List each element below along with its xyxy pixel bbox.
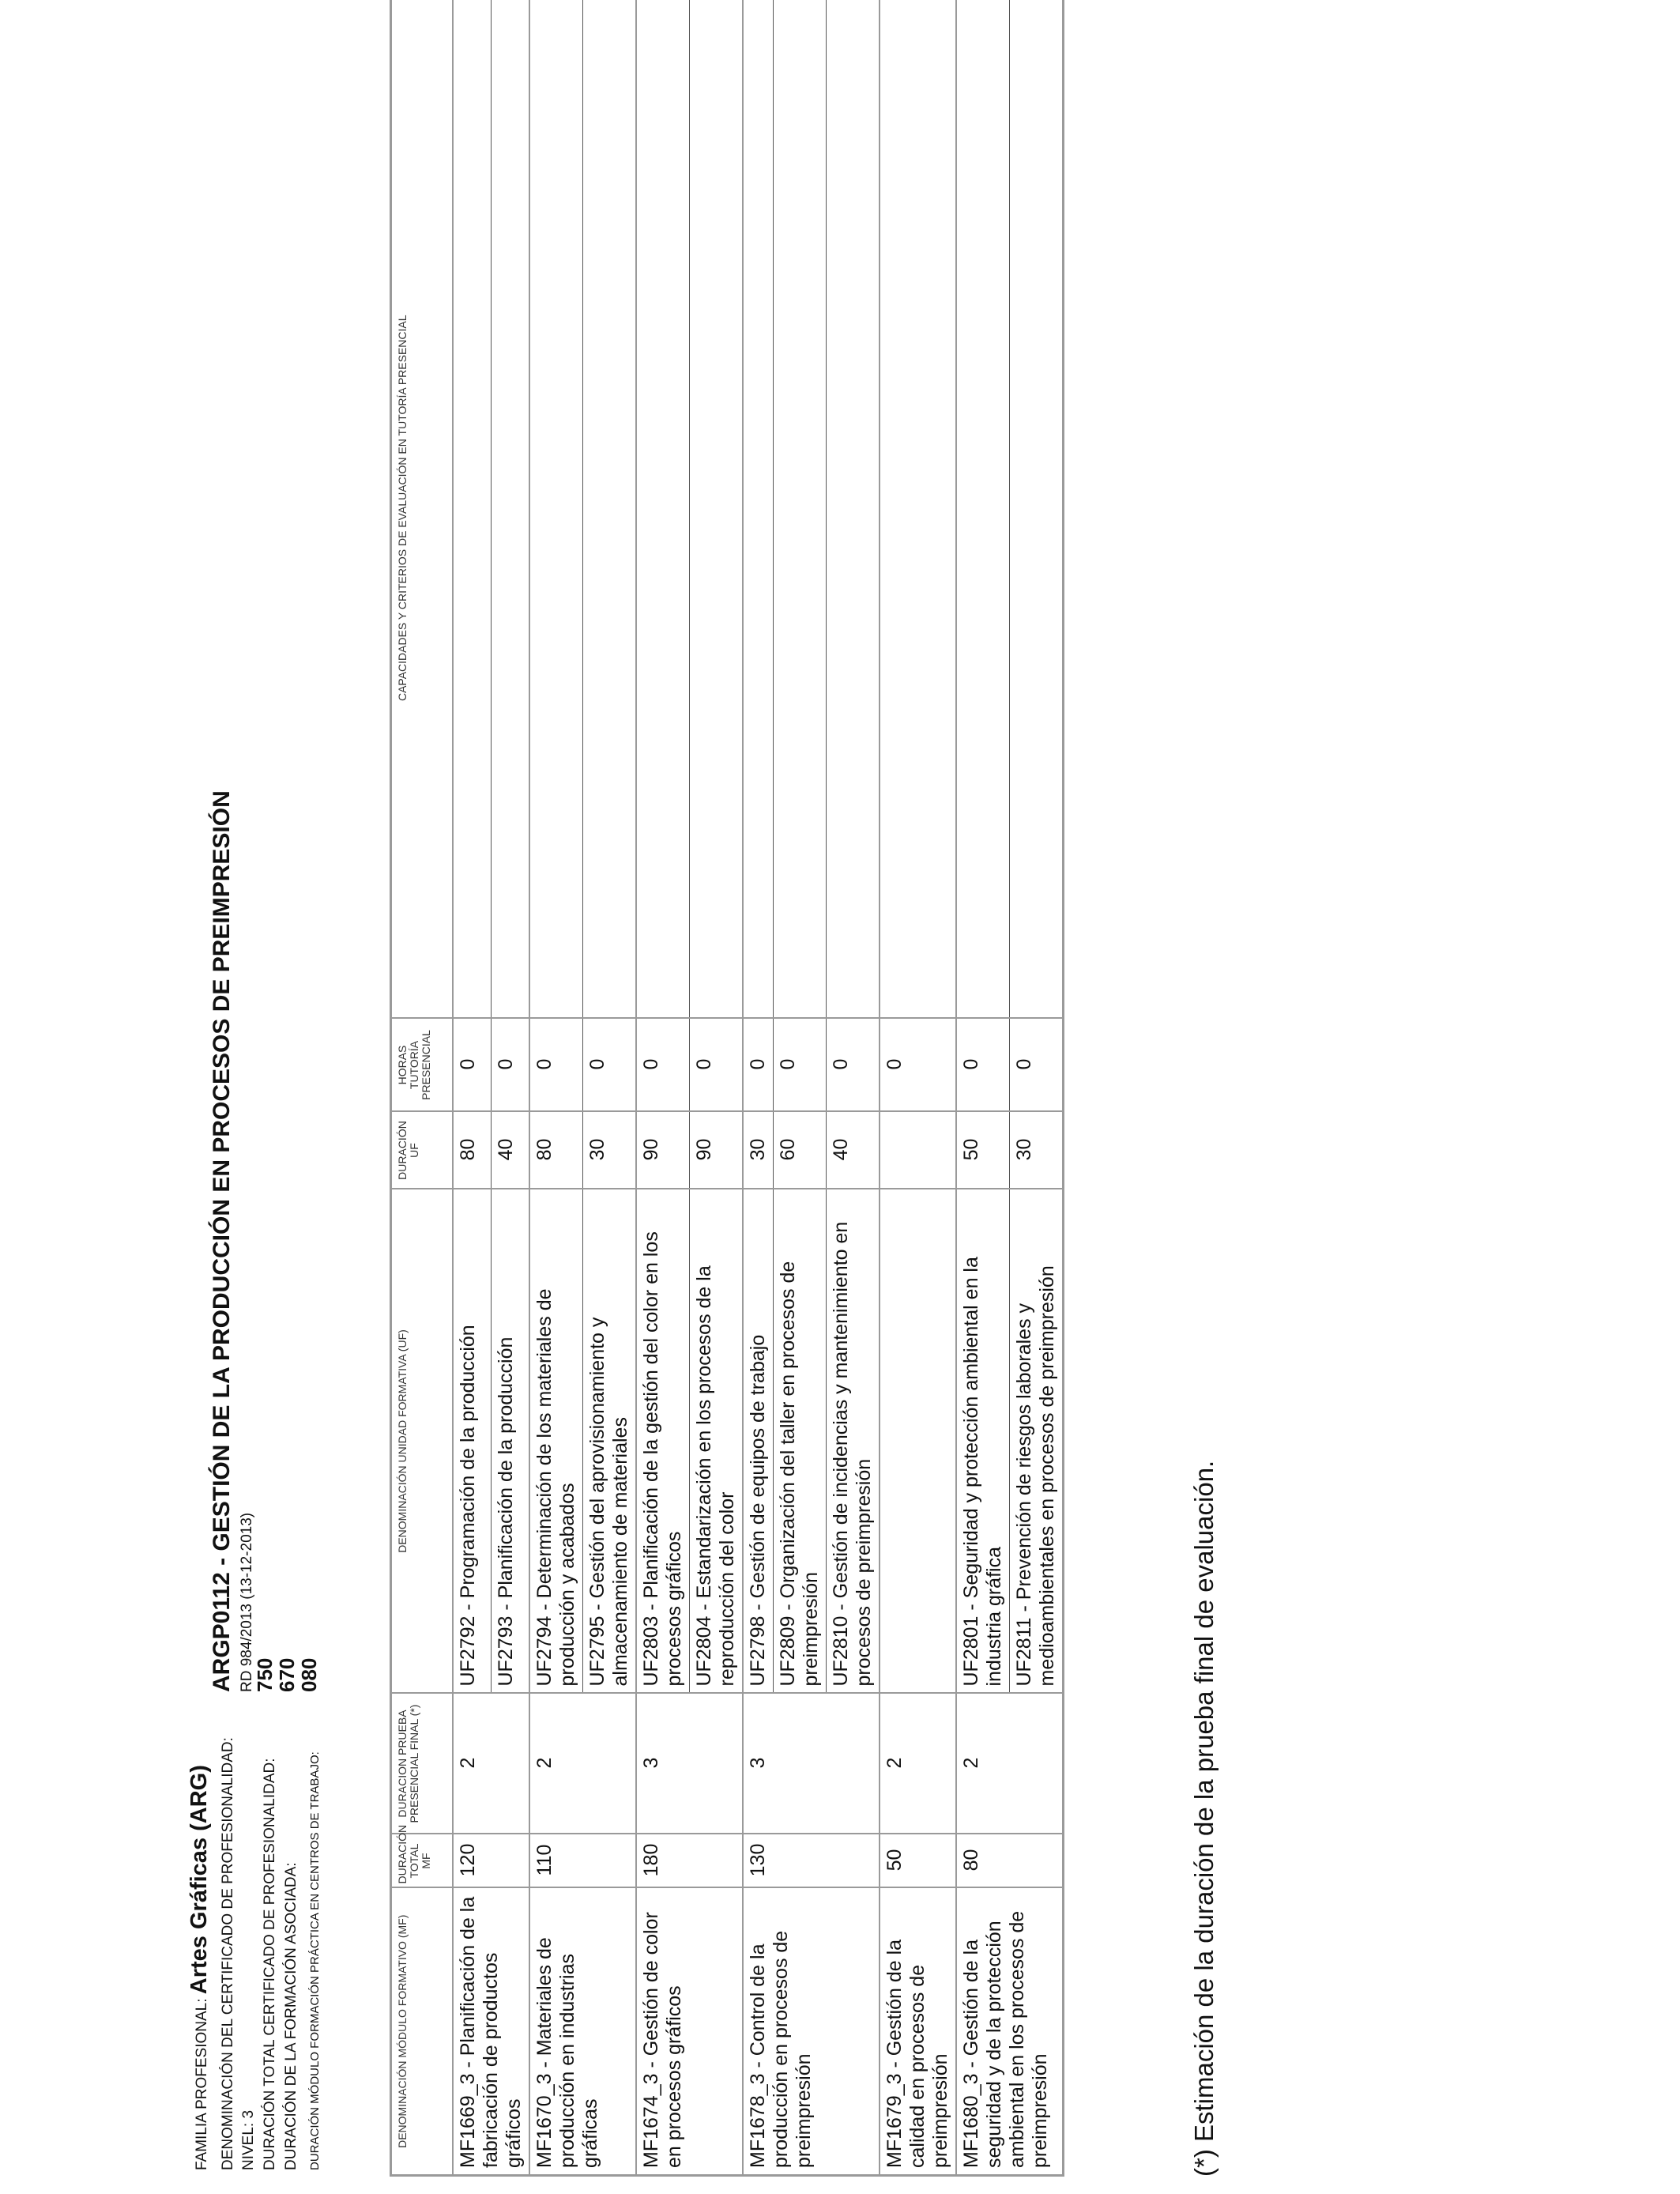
capacidades-cell [492,0,530,1019]
tutoria-hours-cell: 0 [880,1019,956,1112]
mf-name-cell: MF1674_3 - Gestión de color en procesos gráficos [636,1888,743,2176]
capacidades-cell [636,0,690,1019]
dur-total-value: 750 [253,1657,277,1692]
col-header-prueba: DURACION PRUEBA PRESENCIAL FINAL (*) [391,1694,454,1834]
uf-name-cell: UF2792 - Programación de la producción [453,1189,492,1694]
capacidades-cell [827,0,880,1019]
tutoria-hours-cell: 0 [636,1019,690,1112]
uf-duration-cell: 30 [743,1112,774,1189]
mf-name-cell: MF1678_3 - Control de la producción en procesos de preimpresión [743,1888,880,2176]
col-header-dur-mf: DURACIÓN TOTAL MF [391,1834,454,1888]
tutoria-hours-cell: 0 [956,1019,1010,1112]
mf-duration-cell: 180 [636,1834,743,1888]
capacidades-cell [529,0,583,1019]
uf-duration-cell: 60 [774,1112,827,1189]
uf-name-cell: UF2795 - Gestión del aprovisionamiento y almacenamiento de materiales [583,1189,637,1694]
capacidades-cell [743,0,774,1019]
uf-duration-cell: 40 [492,1112,530,1189]
table-row [956,0,1010,2176]
table-body [453,0,1064,2176]
cert-value: ARGP0112 - GESTIÓN DE LA PRODUCCIÓN EN PROCESOS DE PREIMPRESIÓN [209,790,235,1692]
table-row [880,0,956,2176]
table-header-row [391,0,454,2176]
prueba-duration-cell: 3 [636,1694,743,1834]
tutoria-hours-cell: 0 [1010,1019,1064,1112]
prueba-duration-cell: 2 [956,1694,1064,1834]
mf-duration-cell: 120 [453,1834,529,1888]
tutoria-hours-cell: 0 [583,1019,637,1112]
uf-name-cell: UF2811 - Prevención de riesgos laborales y medioambientales en procesos de preimpresión [1010,1189,1064,1694]
dur-form-value: 670 [275,1657,299,1692]
col-header-dur-uf: DURACIÓN UF [391,1112,454,1189]
footnote: (*) Estimación de la duración de la prueba final de evaluación. [1189,1460,1219,2177]
uf-name-cell: UF2804 - Estandarización en los procesos de la reproducción del color [690,1189,744,1694]
mf-duration-cell: 80 [956,1834,1064,1888]
uf-name-cell: UF2794 - Determinación de los materiales de producción y acabados [529,1189,583,1694]
prueba-duration-cell: 2 [453,1694,529,1834]
uf-name-cell: UF2810 - Gestión de incidencias y mantenimiento en procesos de preimpresión [827,1189,880,1694]
mf-duration-cell: 110 [529,1834,636,1888]
uf-duration-cell: 50 [956,1112,1010,1189]
mf-name-cell: MF1669_3 - Planificación de la fabricación de productos gráficos [453,1888,529,2176]
dur-practica-value: 080 [297,1657,321,1692]
table-row [743,0,774,2176]
capacidades-cell [583,0,637,1019]
prueba-duration-cell: 2 [529,1694,636,1834]
tutoria-hours-cell: 0 [492,1019,530,1112]
modules-table [390,0,1064,2177]
capacidades-cell [956,0,1010,1019]
dur-form-label: DURACIÓN DE LA FORMACIÓN ASOCIADA: [283,1862,299,2170]
uf-duration-cell: 80 [453,1112,492,1189]
nivel-label: NIVEL: 3 [240,2109,257,2170]
prueba-duration-cell: 3 [743,1694,880,1834]
tutoria-hours-cell: 0 [774,1019,827,1112]
rd-value: RD 984/2013 (13-12-2013) [239,1512,255,1692]
uf-duration-cell [880,1112,956,1189]
uf-duration-cell: 30 [583,1112,637,1189]
capacidades-cell [690,0,744,1019]
uf-name-cell: UF2809 - Organización del taller en procesos de preimpresión [774,1189,827,1694]
tutoria-hours-cell: 0 [827,1019,880,1112]
col-header-horas: HORAS TUTORÍA PRESENCIAL [391,1019,454,1112]
table-row [453,0,492,2176]
uf-name-cell: UF2798 - Gestión de equipos de trabajo [743,1189,774,1694]
uf-name-cell: UF2801 - Seguridad y protección ambiental en la industria gráfica [956,1189,1010,1694]
mf-name-cell: MF1679_3 - Gestión de la calidad en procesos de preimpresión [880,1888,956,2176]
mf-name-cell: MF1670_3 - Materiales de producción en industrias gráficas [529,1888,636,2176]
dur-practica-label: DURACIÓN MÓDULO FORMACIÓN PRÁCTICA EN CENTROS DE TRABAJO: [308,1751,322,2170]
table-row [636,0,690,2176]
col-header-cap: CAPACIDADES Y CRITERIOS DE EVALUACIÓN EN TUTORÍA PRESENCIAL [391,0,454,1019]
mf-name-cell: MF1680_3 - Gestión de la seguridad y de la protección ambiental en los procesos de preimpresión [956,1888,1064,2176]
uf-duration-cell: 40 [827,1112,880,1189]
prueba-duration-cell: 2 [880,1694,956,1834]
uf-duration-cell: 80 [529,1112,583,1189]
tutoria-hours-cell: 0 [690,1019,744,1112]
uf-duration-cell: 90 [690,1112,744,1189]
dur-total-label: DURACIÓN TOTAL CERTIFICADO DE PROFESIONALIDAD: [262,1758,278,2170]
col-header-uf: DENOMINACIÓN UNIDAD FORMATIVA (UF) [391,1189,454,1694]
table-row [529,0,583,2176]
tutoria-hours-cell: 0 [529,1019,583,1112]
capacidades-cell [453,0,492,1019]
uf-duration-cell: 30 [1010,1112,1064,1189]
mf-duration-cell: 130 [743,1834,880,1888]
col-header-mf: DENOMINACIÓN MÓDULO FORMATIVO (MF) [391,1888,454,2176]
familia-value: Artes Gráficas (ARG) [186,1765,212,1995]
cert-label: DENOMINACIÓN DEL CERTIFICADO DE PROFESIONALIDAD: [220,1737,236,2170]
uf-name-cell [880,1189,956,1694]
tutoria-hours-cell: 0 [743,1019,774,1112]
uf-duration-cell: 90 [636,1112,690,1189]
capacidades-cell [774,0,827,1019]
mf-duration-cell: 50 [880,1834,956,1888]
capacidades-cell [1010,0,1064,1019]
uf-name-cell: UF2793 - Planificación de la producción [492,1189,530,1694]
uf-name-cell: UF2803 - Planificación de la gestión del color en los procesos gráficos [636,1189,690,1694]
tutoria-hours-cell: 0 [453,1019,492,1112]
familia-label: FAMILIA PROFESIONAL: [194,1998,210,2170]
capacidades-cell [880,0,956,1019]
